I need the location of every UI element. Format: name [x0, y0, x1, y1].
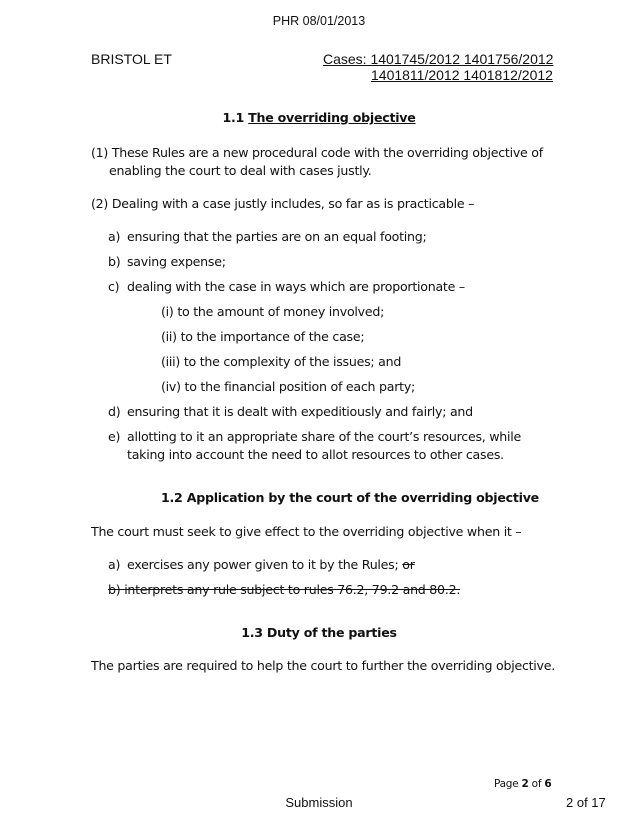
subitem-ii: (ii) to the importance of the case; [161, 329, 365, 344]
page-current: 2 [521, 778, 529, 790]
section-1-2-item-a [127, 557, 415, 572]
para-1-word: with [353, 145, 380, 160]
section-1-3-text: The parties are required to help the court to further the overriding objective. [91, 658, 556, 673]
case-numbers-line-1: Cases: 1401745/2012 1401756/2012 [323, 51, 554, 67]
para-1-word: a [211, 145, 220, 160]
para-1-line-1 [91, 145, 543, 160]
list-item-c-text: dealing with the case in ways which are proportionate – [127, 279, 465, 294]
para-1-label: (1) [91, 145, 109, 160]
subitem-iv: (iv) to the financial position of each party; [161, 379, 416, 394]
page-total: 6 [544, 778, 552, 790]
para-1-word: Rules [152, 145, 185, 160]
list-item-d-label: d) [108, 404, 121, 419]
tribunal-name: BRISTOL ET [91, 51, 172, 67]
list-item-a-text: ensuring that the parties are on an equal footing; [127, 229, 427, 244]
para-1-word: procedural [252, 145, 318, 160]
page-of: of [531, 778, 542, 790]
section-1-2-item-a-deleted-word: or [402, 557, 415, 572]
page-number [494, 778, 551, 790]
para-1 [91, 145, 543, 160]
para-1-word: objective [472, 145, 528, 160]
subitem-iii: (iii) to the complexity of the issues; and [161, 354, 402, 369]
section-1-2-item-b-label: b) [108, 582, 121, 597]
section-1-2-item-a-text: exercises any power given to it by the Rules; [127, 557, 399, 572]
section-1-2-item-a-label: a) [108, 557, 121, 572]
footer-page-count: 2 of 17 [566, 795, 606, 810]
para-1-word: are [188, 145, 209, 160]
case-numbers-line-2: 1401811/2012 1401812/2012 [371, 67, 553, 83]
para-2: (2) Dealing with a case justly includes, so far as is practicable – [91, 196, 475, 211]
list-item-c-label: c) [108, 279, 120, 294]
para-1-line-2: enabling the court to deal with cases justly. [109, 163, 372, 178]
section-1-1-title: The overriding objective [248, 110, 416, 125]
section-1-2-item-b [108, 582, 460, 597]
para-1-word: of [531, 145, 543, 160]
footer-submission: Submission [285, 795, 353, 810]
list-item-d-text: ensuring that it is dealt with expeditiously and fairly; and [127, 404, 473, 419]
top-reference: PHR 08/01/2013 [272, 14, 366, 28]
list-item-b-text: saving expense; [127, 254, 226, 269]
section-1-2-heading: 1.2 Application by the court of the overriding objective [161, 490, 539, 505]
para-1-word: the [383, 145, 404, 160]
section-1-2-item-b-text: interprets any rule subject to rules 76.2, 79.2 and 80.2. [124, 582, 461, 597]
para-1-word: new [223, 145, 249, 160]
section-1-3-heading: 1.3 Duty of the parties [241, 625, 397, 640]
section-1-1-number: 1.1 [222, 110, 244, 125]
list-item-a-label: a) [108, 229, 121, 244]
subitem-i: (i) to the amount of money involved; [161, 304, 385, 319]
para-1-word: overriding [407, 145, 469, 160]
page-label: Page [494, 778, 519, 790]
section-1-2-intro: The court must seek to give effect to the overriding objective when it – [91, 524, 522, 539]
list-item-e-label: e) [108, 429, 121, 444]
list-item-e-line-2: taking into account the need to allot resources to other cases. [127, 447, 504, 462]
list-item-b-label: b) [108, 254, 121, 269]
para-1-word: code [320, 145, 351, 160]
section-1-1-heading [0, 110, 638, 125]
para-1-word: These [111, 145, 149, 160]
list-item-e-line-1: allotting to it an appropriate share of the court’s resources, while [127, 429, 522, 444]
